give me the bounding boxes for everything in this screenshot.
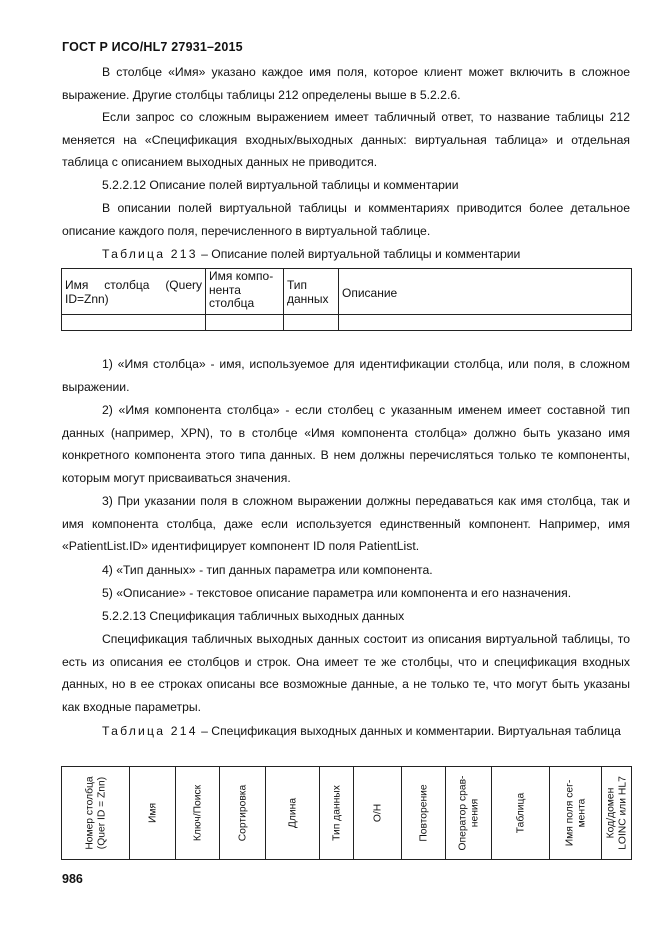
table-header-cell: Имя столбца (Query ID=Znn) — [62, 269, 206, 315]
table-header-cell: О/Н — [354, 767, 402, 860]
table-header-cell: Таблица — [492, 767, 550, 860]
page-number: 986 — [62, 872, 83, 886]
table-214-caption: Таблица 214 – Спецификация выходных данных и комментарии. Виртуальная таблица — [102, 724, 621, 738]
list-item: 3) При указании поля в сложном выражении должны передаваться как имя столбца, так и имя компонента столбца, даже если используется единственный компонент. Например, имя «PatientList.ID» идентифицирует компонент ID поля PatientList. — [62, 494, 630, 553]
list-item: 2) «Имя компонента столбца» - если столбец с указанным именем имеет составной тип данных (например, XPN), то в столбце «Имя компонента столбца» должно быть указано имя конкретного компонента этого типа данных. В нем должны перечисляться только те компоненты, которым могут присваиваться значения. — [62, 403, 630, 485]
table-header-cell: Номер столбца (Quer ID = Znn) — [62, 767, 130, 860]
table-213 — [61, 268, 632, 331]
section-heading: 5.2.2.12 Описание полей виртуальной таблицы и комментарии — [102, 178, 459, 192]
paragraph: Если запрос со сложным выражением имеет табличный ответ, то название таблицы 212 меняется на «Спецификация входных/выходных данных: виртуальная таблица» и отдельная таблица с описанием выходных данных не приводится. — [62, 110, 630, 169]
document-header: ГОСТ Р ИСО/HL7 27931–2015 — [62, 40, 243, 54]
table-cell — [284, 315, 339, 331]
table-cell — [62, 315, 206, 331]
table-header-cell: Описание — [339, 269, 632, 315]
table-header-cell: Имя компонента столбца — [206, 269, 284, 315]
table-214 — [61, 766, 632, 860]
table-header-cell: Тип данных — [320, 767, 354, 860]
paragraph: В описании полей виртуальной таблицы и комментариях приводится более детальное описание каждого поля, перечисленного в виртуальной таблице. — [62, 201, 630, 238]
table-header-cell: Оператор срав- нения — [446, 767, 492, 860]
table-cell — [206, 315, 284, 331]
table-header-cell: Код/домен LOINC или HL7 — [602, 767, 632, 860]
table-header-cell: Сортировка — [220, 767, 266, 860]
paragraph: Спецификация табличных выходных данных состоит из описания виртуальной таблицы, то есть из описания ее столбцов и строк. Она имеет те же столбцы, что и спецификация входных данных, но в ее строках описаны все возможные данные, а не только те, что могут быть указаны как входные параметры. — [62, 632, 630, 714]
table-header-cell: Имя поля сег- мента — [550, 767, 602, 860]
table-header-cell: Имя — [130, 767, 176, 860]
section-heading: 5.2.2.13 Спецификация табличных выходных данных — [102, 609, 405, 623]
list-item: 1) «Имя столбца» - имя, используемое для идентификации столбца, или поля, в сложном выражении. — [62, 357, 630, 394]
table-header-cell: Тип данных — [284, 269, 339, 315]
paragraph: В столбце «Имя» указано каждое имя поля, которое клиент может включить в сложное выражение. Другие столбцы таблицы 212 определены выше в 5.2.2.6. — [62, 65, 630, 102]
table-header-cell: Повторение — [402, 767, 446, 860]
list-item: 5) «Описание» - текстовое описание параметра или компонента и его назначения. — [102, 586, 572, 600]
table-213-caption: Таблица 213 – Описание полей виртуальной таблицы и комментарии — [102, 247, 521, 261]
table-header-cell: Ключ/Поиск — [176, 767, 220, 860]
list-item: 4) «Тип данных» - тип данных параметра или компонента. — [102, 563, 433, 577]
table-header-cell: Длина — [266, 767, 320, 860]
table-cell — [339, 315, 632, 331]
